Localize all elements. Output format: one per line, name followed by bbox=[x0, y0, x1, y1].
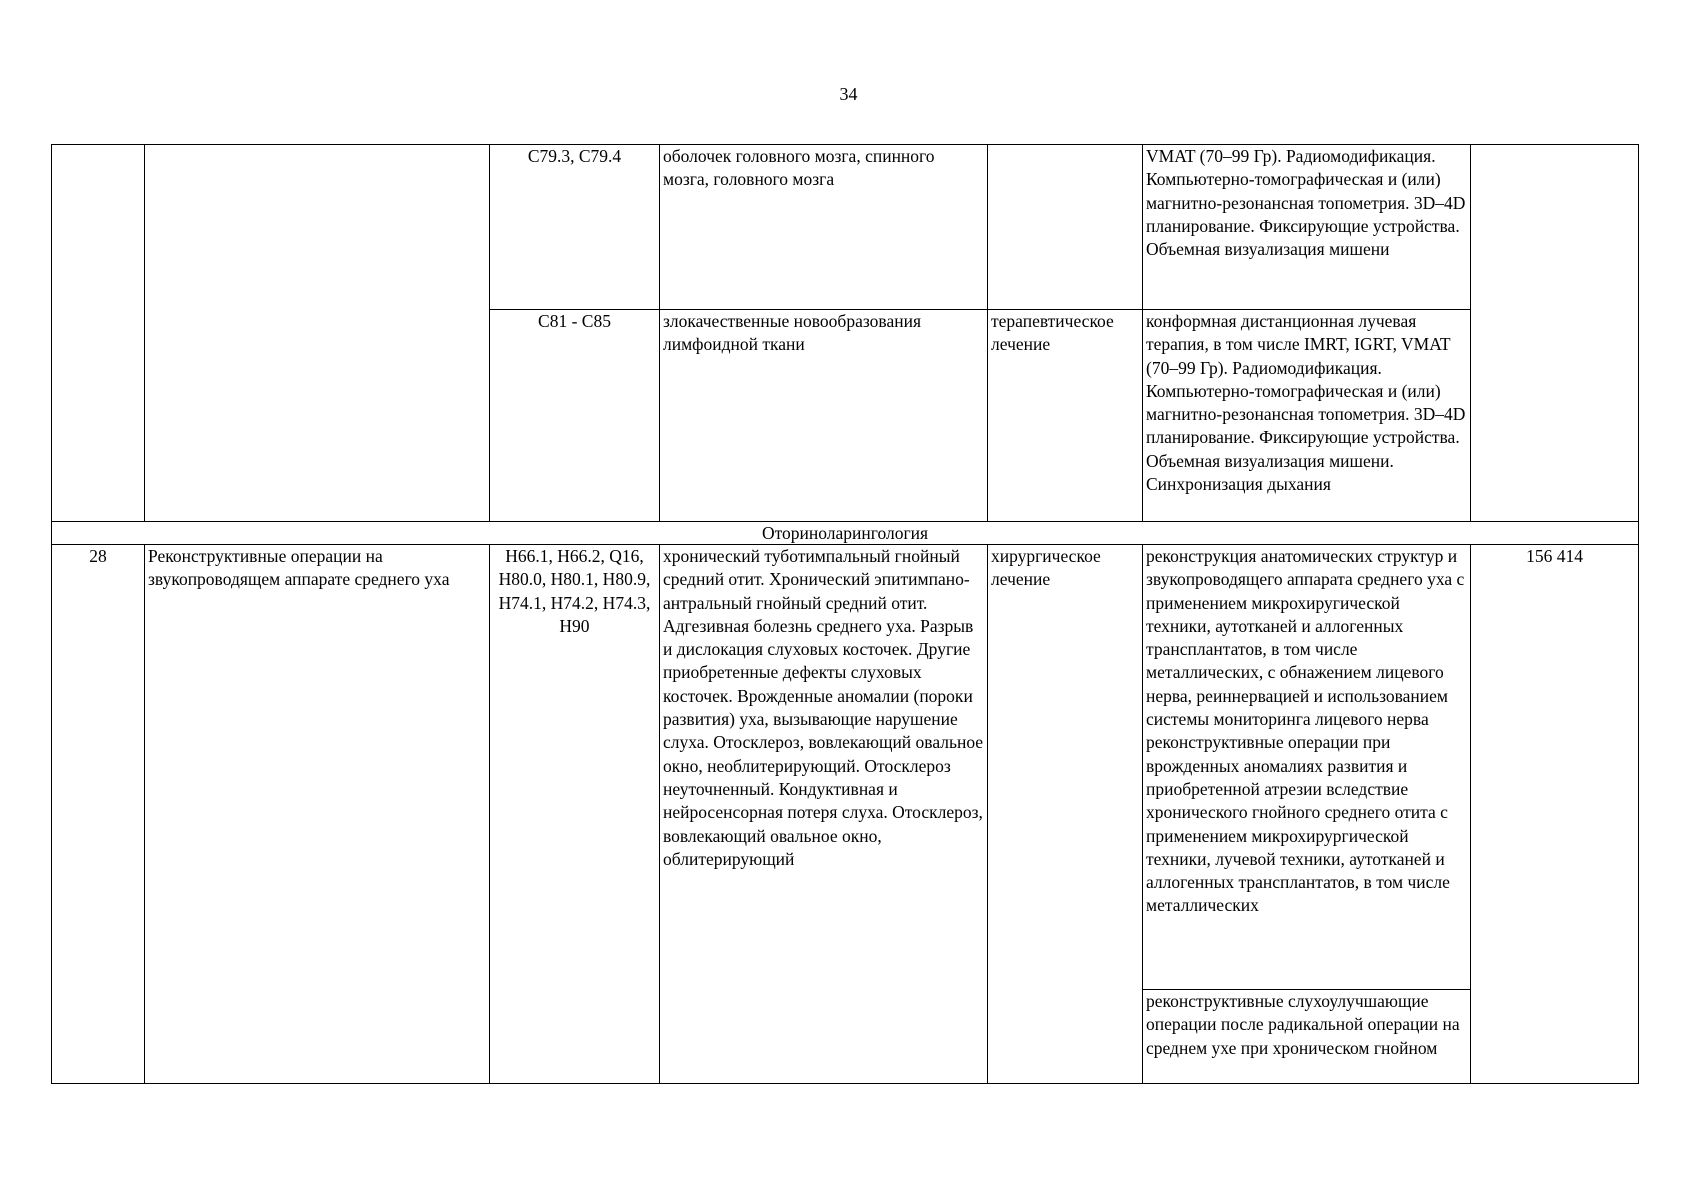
method-text: конформная дистанционная лучевая терапия, в том числе IMRT, IGRT, VMAT (70–99 Гр). Радиомодификация. Компьютерно-томографическая и (или) магнитно-резонансная топометрия. 3D–4D планирование. Фиксирующие устройства. Объемная визуализация мишени. Синхронизация дыхания bbox=[1146, 311, 1466, 495]
cost-cell bbox=[1471, 145, 1639, 522]
row-number-cell bbox=[52, 145, 145, 522]
row-name-cell bbox=[145, 145, 490, 522]
treatment-type-cell: терапевтическое лечение bbox=[988, 310, 1143, 522]
treatment-type-cell: хирургическое лечение bbox=[988, 545, 1143, 1084]
row-name-cell: Реконструктивные операции на звукопроводящем аппарате среднего уха bbox=[145, 545, 490, 1084]
method-text: реконструктивные слухоулучшающие операции после радикальной операции на среднем ухе при хроническом гнойном bbox=[1146, 991, 1460, 1058]
table-row bbox=[52, 545, 1639, 990]
cost-cell: 156 414 bbox=[1471, 545, 1639, 1084]
codes-cell: H66.1, H66.2, Q16, H80.0, H80.1, H80.9, H74.1, H74.2, H74.3, H90 bbox=[490, 545, 660, 1084]
method-cell bbox=[1143, 310, 1471, 522]
method-text: VMAT (70–99 Гр). Радиомодификация. Компьютерно-томографическая и (или) магнитно-резонансная топометрия. 3D–4D планирование. Фиксирующие устройства. Объемная визуализация мишени bbox=[1146, 146, 1466, 260]
section-title: Оториноларингология bbox=[52, 522, 1639, 545]
section-header-row bbox=[52, 522, 1639, 545]
method-cell bbox=[1143, 990, 1471, 1084]
method-cell bbox=[1143, 545, 1471, 990]
method-cell bbox=[1143, 145, 1471, 310]
diagnosis-cell: хронический туботимпальный гнойный средний отит. Хронический эпитимпано-антральный гнойный средний отит. Адгезивная болезнь среднего уха. Разрыв и дислокация слуховых косточек. Другие приобретенные дефекты слуховых косточек. Врожденные аномалии (пороки развития) уха, вызывающие нарушение слуха. Отосклероз, вовлекающий овальное окно, необлитерирующий. Отосклероз неуточненный. Кондуктивная и нейросенсорная потеря слуха. Отосклероз, вовлекающий овальное окно, облитерирующий bbox=[660, 545, 988, 1084]
codes-cell: C79.3, C79.4 bbox=[490, 145, 660, 310]
diagnosis-cell: злокачественные новообразования лимфоидной ткани bbox=[660, 310, 988, 522]
method-text: реконструкция анатомических структур и звукопроводящего аппарата среднего уха с применением микрохиругической техники, аутотканей и аллогенных трансплантатов, в том числе металлических, с обнажением лицевого нерва, реиннервацией и использованием системы мониторинга лицевого нерва реконструктивные операции при врожденных аномалиях развития и приобретенной атрезии вследствие хронического гнойного среднего отита с применением микрохирургической техники, лучевой техники, аутотканей и аллогенных трансплантатов, в том числе металлических bbox=[1146, 546, 1465, 916]
diagnosis-cell: оболочек головного мозга, спинного мозга, головного мозга bbox=[660, 145, 988, 310]
medical-care-table bbox=[51, 144, 1639, 1084]
codes-cell: C81 - C85 bbox=[490, 310, 660, 522]
row-number-cell: 28 bbox=[52, 545, 145, 1084]
table-row bbox=[52, 145, 1639, 310]
treatment-type-cell bbox=[988, 145, 1143, 310]
page-number: 34 bbox=[839, 84, 858, 104]
